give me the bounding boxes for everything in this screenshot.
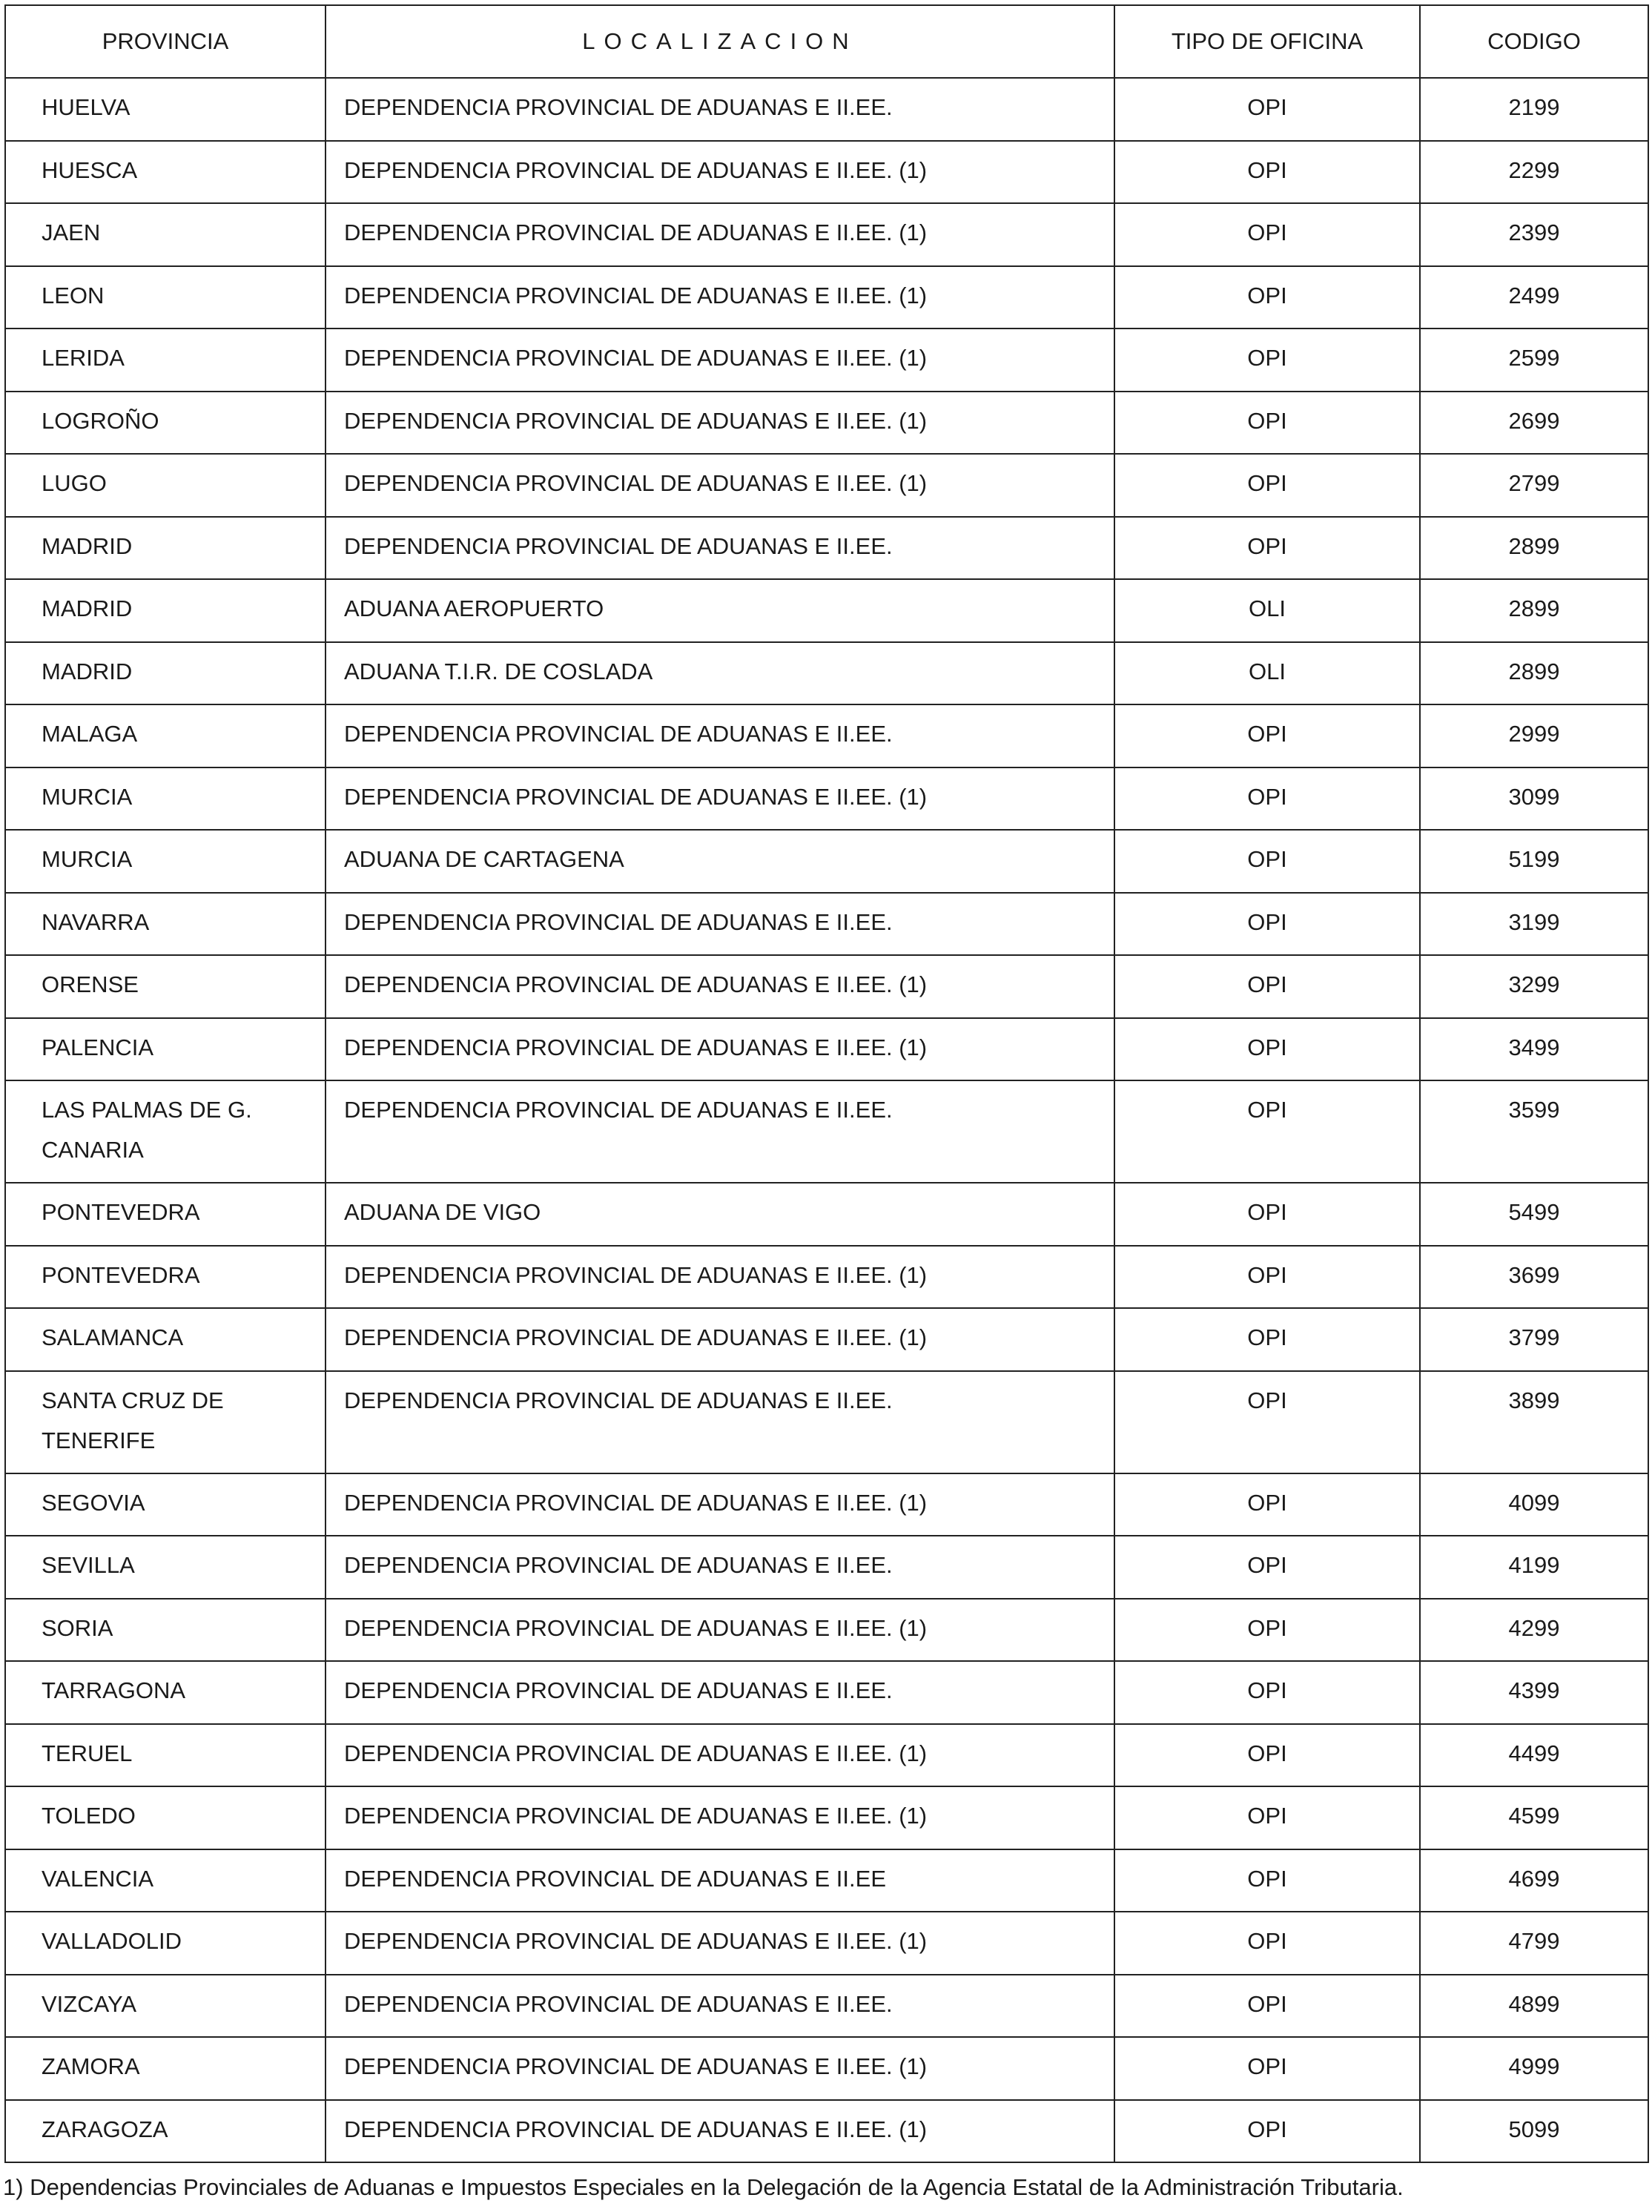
cell-codigo: 4399 [1420,1661,1648,1724]
cell-localizacion: DEPENDENCIA PROVINCIAL DE ADUANAS E II.EE. (1) [326,329,1114,392]
cell-codigo: 4699 [1420,1849,1648,1912]
table-body [5,78,1648,2162]
table-row [5,266,1648,329]
cell-codigo: 2899 [1420,642,1648,705]
cell-provincia: VALENCIA [5,1849,326,1912]
header-codigo: CODIGO [1420,5,1648,78]
cell-provincia: HUESCA [5,141,326,204]
cell-codigo: 2899 [1420,579,1648,642]
cell-localizacion: DEPENDENCIA PROVINCIAL DE ADUANAS E II.EE. (1) [326,767,1114,831]
footnote: 1) Dependencias Provinciales de Aduanas e Impuestos Especiales en la Delegación de la Agencia Estatal de la Administración Tributaria. [3,2174,1404,2200]
cell-provincia: TERUEL [5,1724,326,1787]
cell-codigo: 3899 [1420,1371,1648,1473]
cell-provincia: SORIA [5,1599,326,1662]
cell-tipo-oficina: OPI [1114,392,1420,455]
cell-localizacion: ADUANA AEROPUERTO [326,579,1114,642]
cell-provincia: PONTEVEDRA [5,1183,326,1246]
cell-localizacion: DEPENDENCIA PROVINCIAL DE ADUANAS E II.EE. (1) [326,2100,1114,2163]
cell-codigo: 2499 [1420,266,1648,329]
cell-tipo-oficina: OPI [1114,2100,1420,2163]
cell-codigo: 4899 [1420,1975,1648,2038]
table-row [5,1849,1648,1912]
cell-localizacion: DEPENDENCIA PROVINCIAL DE ADUANAS E II.EE. (1) [326,392,1114,455]
cell-localizacion: ADUANA DE CARTAGENA [326,830,1114,893]
cell-tipo-oficina: OPI [1114,1724,1420,1787]
cell-tipo-oficina: OPI [1114,830,1420,893]
cell-codigo: 4999 [1420,2037,1648,2100]
cell-codigo: 3199 [1420,893,1648,956]
table-row [5,203,1648,266]
cell-tipo-oficina: OPI [1114,1975,1420,2038]
table-row [5,1661,1648,1724]
cell-tipo-oficina: OPI [1114,767,1420,831]
table-row [5,893,1648,956]
table-row [5,1724,1648,1787]
cell-provincia: LERIDA [5,329,326,392]
cell-codigo: 2599 [1420,329,1648,392]
cell-codigo: 3799 [1420,1308,1648,1371]
cell-localizacion: ADUANA T.I.R. DE COSLADA [326,642,1114,705]
cell-tipo-oficina: OPI [1114,1371,1420,1473]
cell-provincia: ZAMORA [5,2037,326,2100]
table-row [5,1536,1648,1599]
cell-provincia: LEON [5,266,326,329]
customs-offices-table [4,4,1649,2163]
cell-localizacion: DEPENDENCIA PROVINCIAL DE ADUANAS E II.EE. [326,517,1114,580]
table-row [5,830,1648,893]
cell-tipo-oficina: OPI [1114,893,1420,956]
cell-localizacion: DEPENDENCIA PROVINCIAL DE ADUANAS E II.EE. (1) [326,955,1114,1018]
cell-tipo-oficina: OPI [1114,266,1420,329]
cell-tipo-oficina: OPI [1114,1599,1420,1662]
cell-provincia: VIZCAYA [5,1975,326,2038]
table-row [5,1246,1648,1309]
cell-codigo: 2199 [1420,78,1648,141]
cell-codigo: 5499 [1420,1183,1648,1246]
cell-tipo-oficina: OPI [1114,704,1420,767]
table-row [5,1183,1648,1246]
cell-provincia: ZARAGOZA [5,2100,326,2163]
table-header-row [5,5,1648,78]
cell-tipo-oficina: OPI [1114,1473,1420,1536]
cell-tipo-oficina: OPI [1114,1536,1420,1599]
cell-tipo-oficina: OLI [1114,579,1420,642]
cell-provincia: PALENCIA [5,1018,326,1081]
cell-localizacion: DEPENDENCIA PROVINCIAL DE ADUANAS E II.EE. (1) [326,1018,1114,1081]
cell-codigo: 4499 [1420,1724,1648,1787]
table-row [5,1473,1648,1536]
cell-provincia: SALAMANCA [5,1308,326,1371]
cell-provincia: MADRID [5,517,326,580]
cell-localizacion: DEPENDENCIA PROVINCIAL DE ADUANAS E II.EE. [326,1080,1114,1183]
cell-provincia: MADRID [5,579,326,642]
table-row [5,1018,1648,1081]
cell-tipo-oficina: OPI [1114,2037,1420,2100]
cell-provincia: MURCIA [5,830,326,893]
cell-tipo-oficina: OPI [1114,1849,1420,1912]
table-row [5,767,1648,831]
cell-localizacion: DEPENDENCIA PROVINCIAL DE ADUANAS E II.EE. (1) [326,1912,1114,1975]
table-row [5,454,1648,517]
cell-codigo: 5199 [1420,830,1648,893]
cell-tipo-oficina: OPI [1114,1183,1420,1246]
cell-localizacion: DEPENDENCIA PROVINCIAL DE ADUANAS E II.EE [326,1849,1114,1912]
table-row [5,141,1648,204]
table-row [5,392,1648,455]
table-row [5,579,1648,642]
cell-codigo: 5099 [1420,2100,1648,2163]
cell-codigo: 4599 [1420,1786,1648,1849]
table-row [5,2037,1648,2100]
cell-localizacion: DEPENDENCIA PROVINCIAL DE ADUANAS E II.EE. [326,1975,1114,2038]
cell-codigo: 2999 [1420,704,1648,767]
cell-localizacion: DEPENDENCIA PROVINCIAL DE ADUANAS E II.EE. (1) [326,1599,1114,1662]
cell-localizacion: DEPENDENCIA PROVINCIAL DE ADUANAS E II.EE. [326,704,1114,767]
table-row [5,1912,1648,1975]
table-row [5,78,1648,141]
cell-tipo-oficina: OPI [1114,1661,1420,1724]
cell-tipo-oficina: OPI [1114,454,1420,517]
cell-provincia: ORENSE [5,955,326,1018]
cell-localizacion: DEPENDENCIA PROVINCIAL DE ADUANAS E II.EE. (1) [326,1246,1114,1309]
cell-localizacion: DEPENDENCIA PROVINCIAL DE ADUANAS E II.EE. (1) [326,1724,1114,1787]
cell-provincia: NAVARRA [5,893,326,956]
cell-localizacion: ADUANA DE VIGO [326,1183,1114,1246]
cell-tipo-oficina: OPI [1114,203,1420,266]
cell-provincia: TARRAGONA [5,1661,326,1724]
cell-tipo-oficina: OPI [1114,955,1420,1018]
cell-localizacion: DEPENDENCIA PROVINCIAL DE ADUANAS E II.EE. (1) [326,2037,1114,2100]
cell-tipo-oficina: OPI [1114,78,1420,141]
cell-localizacion: DEPENDENCIA PROVINCIAL DE ADUANAS E II.EE. (1) [326,1473,1114,1536]
cell-provincia: MADRID [5,642,326,705]
cell-provincia: SANTA CRUZ DE TENERIFE [5,1371,326,1473]
cell-localizacion: DEPENDENCIA PROVINCIAL DE ADUANAS E II.EE. (1) [326,141,1114,204]
cell-localizacion: DEPENDENCIA PROVINCIAL DE ADUANAS E II.EE. [326,1371,1114,1473]
table-row [5,329,1648,392]
cell-tipo-oficina: OPI [1114,1912,1420,1975]
cell-provincia: MURCIA [5,767,326,831]
cell-tipo-oficina: OLI [1114,642,1420,705]
cell-provincia: JAEN [5,203,326,266]
cell-localizacion: DEPENDENCIA PROVINCIAL DE ADUANAS E II.EE. [326,893,1114,956]
header-tipo-oficina: TIPO DE OFICINA [1114,5,1420,78]
cell-codigo: 2899 [1420,517,1648,580]
header-localizacion: LOCALIZACION [326,5,1114,78]
cell-codigo: 3499 [1420,1018,1648,1081]
table-row [5,517,1648,580]
cell-codigo: 3099 [1420,767,1648,831]
table-row [5,704,1648,767]
table-row [5,1599,1648,1662]
cell-codigo: 3299 [1420,955,1648,1018]
cell-localizacion: DEPENDENCIA PROVINCIAL DE ADUANAS E II.EE. (1) [326,203,1114,266]
cell-provincia: PONTEVEDRA [5,1246,326,1309]
cell-codigo: 4099 [1420,1473,1648,1536]
cell-localizacion: DEPENDENCIA PROVINCIAL DE ADUANAS E II.EE. [326,78,1114,141]
cell-tipo-oficina: OPI [1114,1018,1420,1081]
cell-codigo: 3699 [1420,1246,1648,1309]
cell-localizacion: DEPENDENCIA PROVINCIAL DE ADUANAS E II.EE. (1) [326,1786,1114,1849]
cell-provincia: SEVILLA [5,1536,326,1599]
cell-localizacion: DEPENDENCIA PROVINCIAL DE ADUANAS E II.EE. (1) [326,1308,1114,1371]
cell-tipo-oficina: OPI [1114,1308,1420,1371]
cell-provincia: SEGOVIA [5,1473,326,1536]
cell-localizacion: DEPENDENCIA PROVINCIAL DE ADUANAS E II.EE. (1) [326,454,1114,517]
cell-tipo-oficina: OPI [1114,1246,1420,1309]
cell-tipo-oficina: OPI [1114,1786,1420,1849]
header-provincia: PROVINCIA [5,5,326,78]
cell-codigo: 3599 [1420,1080,1648,1183]
cell-localizacion: DEPENDENCIA PROVINCIAL DE ADUANAS E II.EE. [326,1536,1114,1599]
cell-tipo-oficina: OPI [1114,517,1420,580]
cell-codigo: 2299 [1420,141,1648,204]
table-row [5,1975,1648,2038]
table-row [5,2100,1648,2163]
cell-codigo: 4299 [1420,1599,1648,1662]
cell-codigo: 2399 [1420,203,1648,266]
cell-provincia: HUELVA [5,78,326,141]
cell-codigo: 4199 [1420,1536,1648,1599]
table-row [5,1371,1648,1473]
cell-localizacion: DEPENDENCIA PROVINCIAL DE ADUANAS E II.EE. (1) [326,266,1114,329]
cell-codigo: 2699 [1420,392,1648,455]
table-row [5,1080,1648,1183]
cell-provincia: TOLEDO [5,1786,326,1849]
table-row [5,1308,1648,1371]
cell-codigo: 2799 [1420,454,1648,517]
table-row [5,1786,1648,1849]
cell-provincia: MALAGA [5,704,326,767]
cell-tipo-oficina: OPI [1114,1080,1420,1183]
cell-provincia: VALLADOLID [5,1912,326,1975]
table-row [5,642,1648,705]
cell-tipo-oficina: OPI [1114,141,1420,204]
cell-codigo: 4799 [1420,1912,1648,1975]
table-row [5,955,1648,1018]
cell-provincia: LUGO [5,454,326,517]
cell-tipo-oficina: OPI [1114,329,1420,392]
cell-provincia: LAS PALMAS DE G. CANARIA [5,1080,326,1183]
cell-provincia: LOGROÑO [5,392,326,455]
cell-localizacion: DEPENDENCIA PROVINCIAL DE ADUANAS E II.EE. [326,1661,1114,1724]
